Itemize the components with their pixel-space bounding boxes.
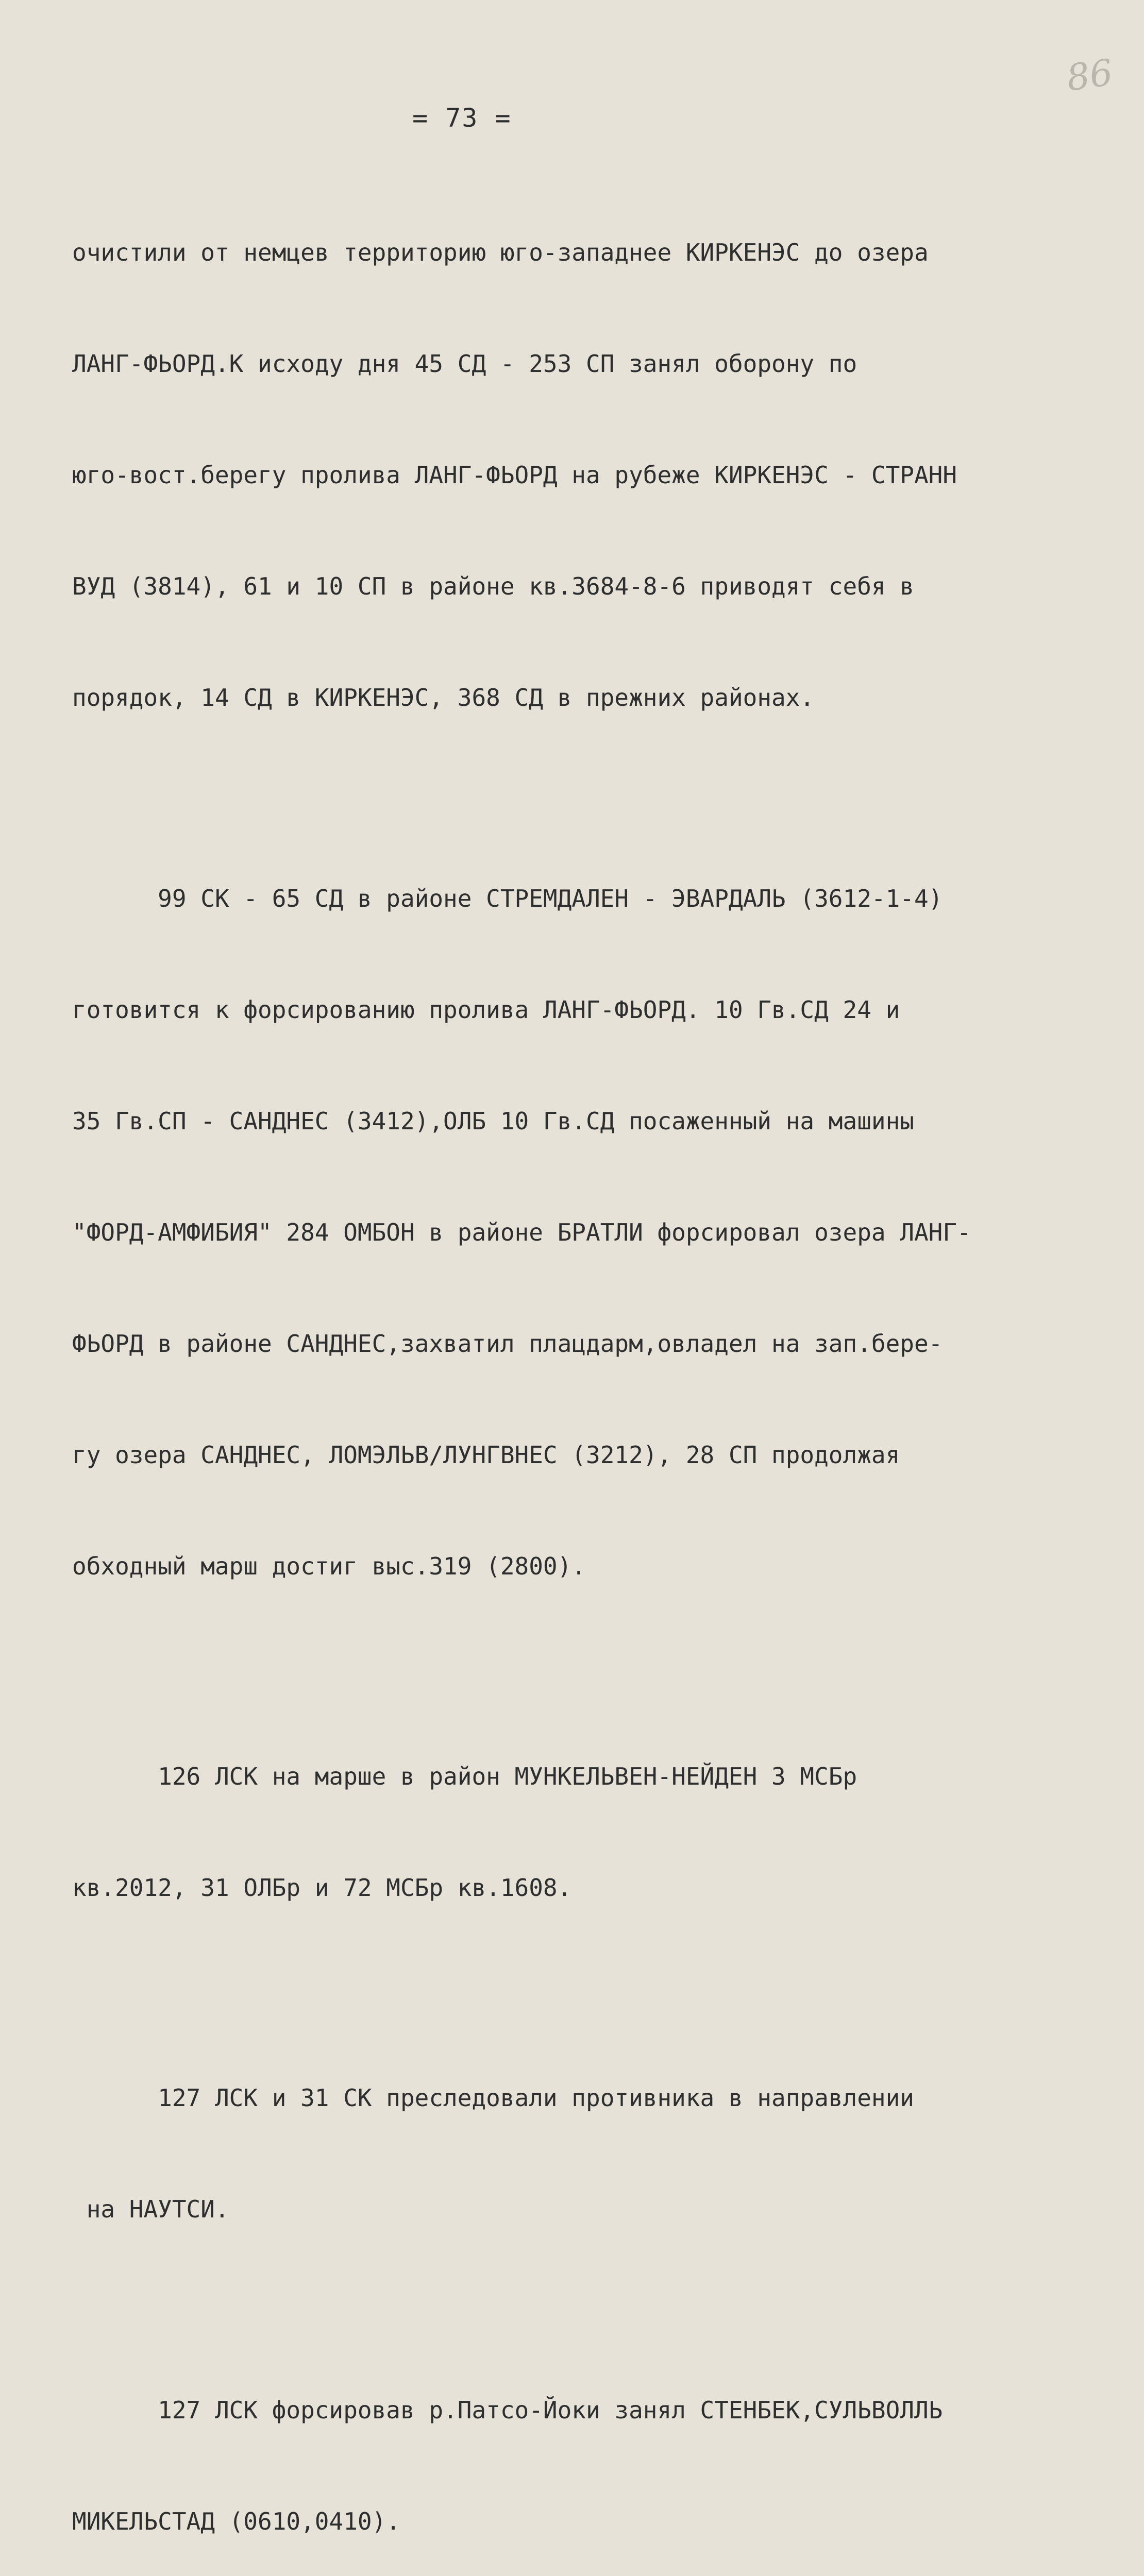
handwritten-page-number: 86 bbox=[1064, 51, 1116, 99]
text-line: ВУД (3814), 61 и 10 СП в районе кв.3684-8-6 приводят себя в bbox=[72, 572, 914, 600]
text-line: кв.2012, 31 ОЛБр и 72 МСБр кв.1608. bbox=[72, 1874, 572, 1902]
text-line: порядок, 14 СД в КИРКЕНЭС, 368 СД в прежних районах. bbox=[72, 684, 815, 711]
text-line: 127 ЛСК форсировав р.Патсо-Йоки занял СТЕНБЕК,СУЛЬВОЛЛЬ bbox=[72, 2396, 943, 2424]
text-line: 99 СК - 65 СД в районе СТРЕМДАЛЕН - ЭВАРДАЛЬ (3612-1-4) bbox=[72, 885, 943, 912]
text-line: 35 Гв.СП - САНДНЕС (3412),ОЛБ 10 Гв.СД посаженный на машины bbox=[72, 1107, 914, 1135]
page-number: = 73 = bbox=[412, 103, 512, 133]
text-line: МИКЕЛЬСТАД (0610,0410). bbox=[72, 2507, 400, 2535]
text-line: ЛАНГ-ФЬОРД.К исходу дня 45 СД - 253 СП занял оборону по bbox=[72, 350, 857, 378]
text-line: 127 ЛСК и 31 СК преследовали противника в направлении bbox=[72, 2084, 914, 2112]
text-line: ФЬОРД в районе САНДНЕС,захватил плацдарм,овладел на зап.бере- bbox=[72, 1330, 943, 1358]
text-line: на НАУТСИ. bbox=[72, 2195, 229, 2223]
text-line: готовится к форсированию пролива ЛАНГ-ФЬОРД. 10 Гв.СД 24 и bbox=[72, 996, 900, 1024]
text-line: обходный марш достиг выс.319 (2800). bbox=[72, 1552, 586, 1580]
text-line: "ФОРД-АМФИБИЯ" 284 ОМБОН в районе БРАТЛИ форсировал озера ЛАНГ- bbox=[72, 1218, 971, 1246]
text-line: гу озера САНДНЕС, ЛОМЭЛЬВ/ЛУНГВНЕС (3212), 28 СП продолжая bbox=[72, 1441, 900, 1469]
text-line: юго-вост.берегу пролива ЛАНГ-ФЬОРД на рубеже КИРКЕНЭС - СТРАНН bbox=[72, 461, 957, 489]
text-line: 126 ЛСК на марше в район МУНКЕЛЬВЕН-НЕЙДЕН 3 МСБр bbox=[72, 1762, 857, 1790]
text-line: очистили от немцев территорию юго-западнее КИРКЕНЭС до озера bbox=[72, 239, 929, 266]
document-body bbox=[72, 160, 1144, 2576]
